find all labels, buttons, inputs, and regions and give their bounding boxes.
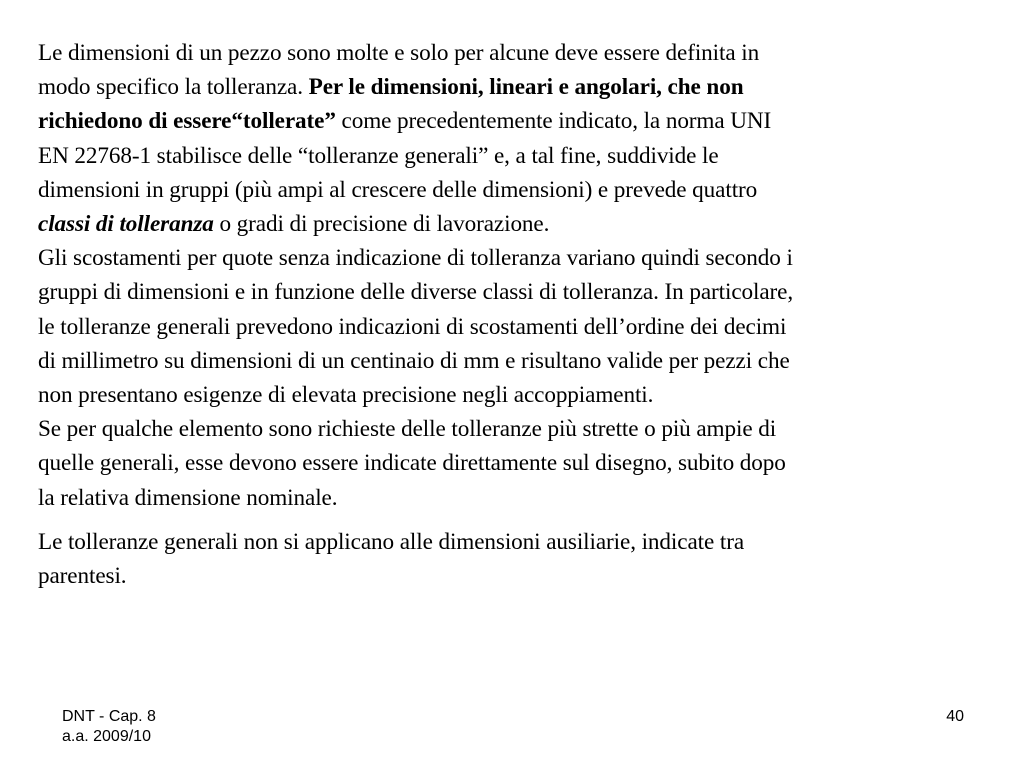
bold-text-run: Per le dimensioni, lineari e angolari, che non	[308, 74, 744, 101]
text-line: quelle generali, esse devono essere indicate direttamente sul disegno, subito dopo	[38, 450, 786, 477]
bold-italic-text-run: classi di tolleranza	[38, 211, 214, 238]
text-line: Le tolleranze generali non si applicano alle dimensioni ausiliarie, indicate tra	[38, 528, 745, 555]
paragraph-auxiliary-dimensions	[38, 525, 988, 593]
text-line: Gli scostamenti per quote senza indicazione di tolleranza variano quindi secondo i	[38, 245, 793, 272]
paragraph-deviations	[38, 241, 988, 412]
footer-course: DNT - Cap. 8	[62, 708, 156, 725]
text-line: EN 22768-1 stabilisce delle “tolleranze generali” e, a tal fine, suddivide le	[38, 142, 719, 169]
text-line: Le dimensioni di un pezzo sono molte e solo per alcune deve essere definita in	[38, 40, 760, 66]
paragraph-specific-tolerances	[38, 412, 988, 515]
paragraph-tolerance-intro	[38, 36, 988, 241]
text-line	[38, 70, 988, 104]
page-number: 40	[946, 708, 964, 725]
slide-body	[38, 36, 988, 593]
text-line: dimensioni in gruppi (più ampi al crescere delle dimensioni) e prevede quattro	[38, 176, 758, 203]
text-line: non presentano esigenze di elevata precisione negli accoppiamenti.	[38, 382, 654, 409]
footer-course-info	[62, 707, 156, 747]
text-line: le tolleranze generali prevedono indicazioni di scostamenti dell’ordine dei decimi	[38, 313, 787, 340]
text-run: o gradi di precisione di lavorazione.	[213, 211, 550, 238]
text-run: come precedentemente indicato, la norma UNI	[335, 108, 772, 135]
text-run: modo specifico la tolleranza.	[38, 74, 309, 101]
text-line	[38, 207, 988, 241]
text-line: parentesi.	[38, 563, 127, 590]
bold-text-run: richiedono di essere“tollerate”	[38, 108, 336, 135]
text-line: la relativa dimensione nominale.	[38, 484, 338, 511]
text-line	[38, 104, 988, 138]
text-line: gruppi di dimensioni e in funzione delle diverse classi di tolleranza. In particolare,	[38, 279, 794, 306]
text-line: di millimetro su dimensioni di un centinaio di mm e risultano valide per pezzi che	[38, 347, 790, 374]
text-line: Se per qualche elemento sono richieste delle tolleranze più strette o più ampie di	[38, 416, 777, 443]
footer-academic-year: a.a. 2009/10	[62, 728, 151, 745]
